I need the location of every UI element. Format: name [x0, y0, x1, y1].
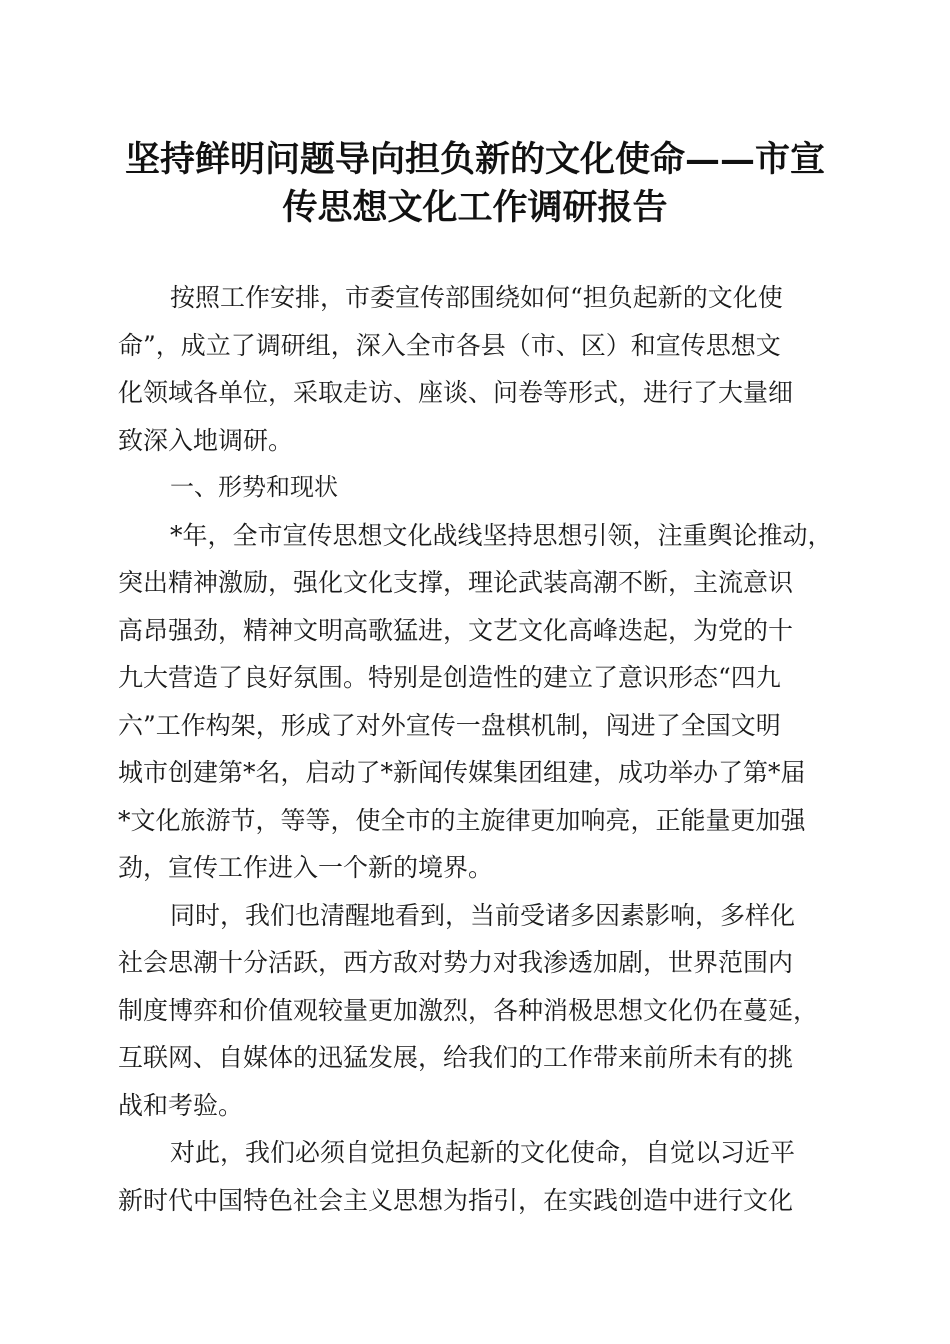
text-line: 对此，我们必须自觉担负起新的文化使命，自觉以习近平	[170, 1138, 796, 1167]
text-line: 化领域各单位，采取走访、座谈、问卷等形式，进行了大量细	[118, 378, 794, 407]
paragraph-situation	[118, 512, 833, 892]
text-line: 战和考验。	[118, 1090, 244, 1120]
text-line: *文化旅游节，等等，使全市的主旋律更加响亮，正能量更加强	[118, 805, 806, 835]
text-line: 新时代中国特色社会主义思想为指引，在实践创造中进行文化	[118, 1185, 794, 1215]
title-line-1: 坚持鲜明问题导向担负新的文化使命——市宣	[124, 139, 825, 180]
text-line: 六”工作构架，形成了对外宣传一盘棋机制，闯进了全国文明	[118, 710, 781, 740]
document-body	[118, 274, 833, 1224]
text-line: 制度博弈和价值观较量更加激烈，各种消极思想文化仍在蔓延，	[118, 995, 819, 1025]
text-line: 突出精神激励，强化文化支撑，理论武装高潮不断，主流意识	[118, 568, 794, 597]
text-line: 命”，成立了调研组，深入全市各县（市、区）和宣传思想文	[118, 330, 781, 360]
heading-text: 一、形势和现状	[170, 473, 338, 501]
document-title	[100, 136, 850, 232]
text-line: 同时，我们也清醒地看到，当前受诸多因素影响，多样化	[170, 900, 796, 930]
section-heading	[118, 464, 830, 512]
text-line: 致深入地调研。	[118, 425, 294, 455]
text-line: 社会思潮十分活跃，西方敌对势力对我渗透加剧，世界范围内	[118, 948, 794, 977]
paragraph-mission	[118, 1129, 830, 1224]
text-line: 按照工作安排，市委宣传部围绕如何“担负起新的文化使	[170, 283, 783, 312]
paragraph-challenges	[118, 892, 830, 1130]
text-line: 九大营造了良好氛围。特别是创造性的建立了意识形态“四九	[118, 663, 781, 692]
paragraph-intro	[118, 274, 830, 464]
text-line: *年，全市宣传思想文化战线坚持思想引领，注重舆论推动，	[170, 520, 833, 550]
text-line: 城市创建第*名，启动了*新闻传媒集团组建，成功举办了第*届	[118, 758, 806, 787]
title-line-2: 传思想文化工作调研报告	[282, 187, 668, 228]
text-line: 互联网、自媒体的迅猛发展，给我们的工作带来前所未有的挑	[118, 1043, 794, 1072]
text-line: 劲，宣传工作进入一个新的境界。	[118, 853, 494, 882]
text-line: 高昂强劲，精神文明高歌猛进，文艺文化高峰迭起，为党的十	[118, 615, 794, 645]
